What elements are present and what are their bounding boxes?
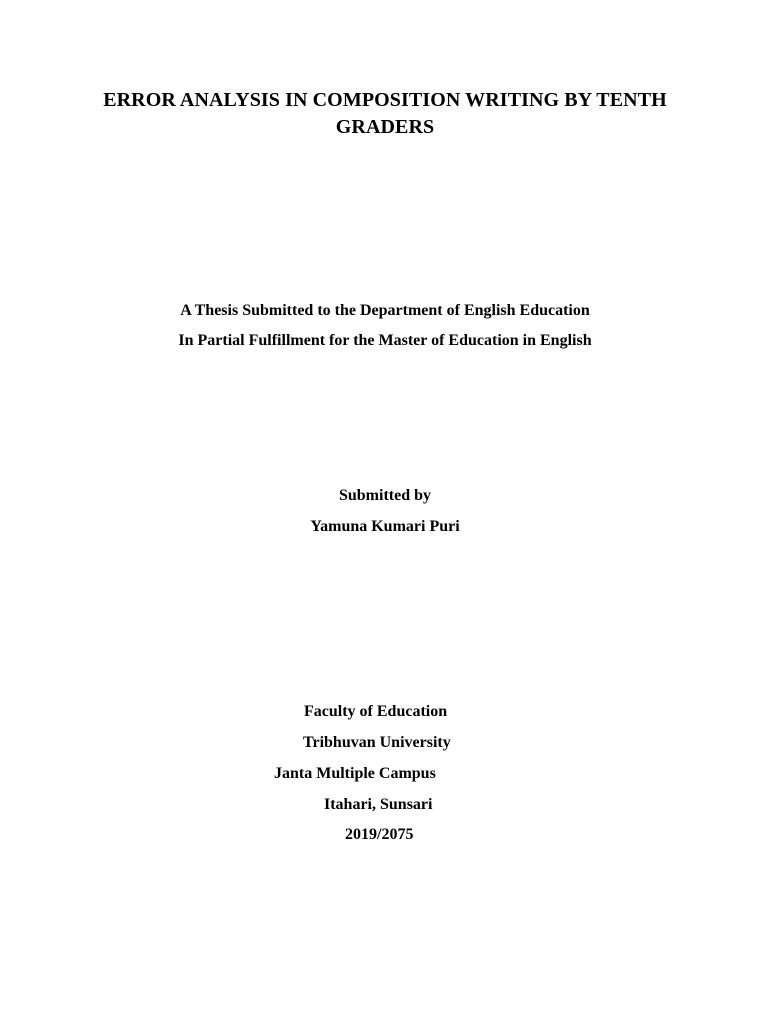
submission-statement-line-2: In Partial Fulfillment for the Master of Education in English [178, 332, 592, 349]
thesis-title-line-1: ERROR ANALYSIS IN COMPOSITION WRITING BY TENTH [103, 89, 667, 111]
university-name: Tribhuvan University [303, 734, 451, 751]
submission-statement-line-1: A Thesis Submitted to the Department of English Education [180, 302, 590, 319]
author-name: Yamuna Kumari Puri [310, 518, 460, 535]
submission-year: 2019/2075 [345, 826, 414, 843]
faculty-name: Faculty of Education [304, 703, 448, 720]
campus-name: Janta Multiple Campus [274, 765, 436, 782]
campus-location: Itahari, Sunsari [324, 796, 433, 813]
submitted-by-label: Submitted by [338, 487, 432, 504]
thesis-title-line-2: GRADERS [335, 116, 435, 138]
